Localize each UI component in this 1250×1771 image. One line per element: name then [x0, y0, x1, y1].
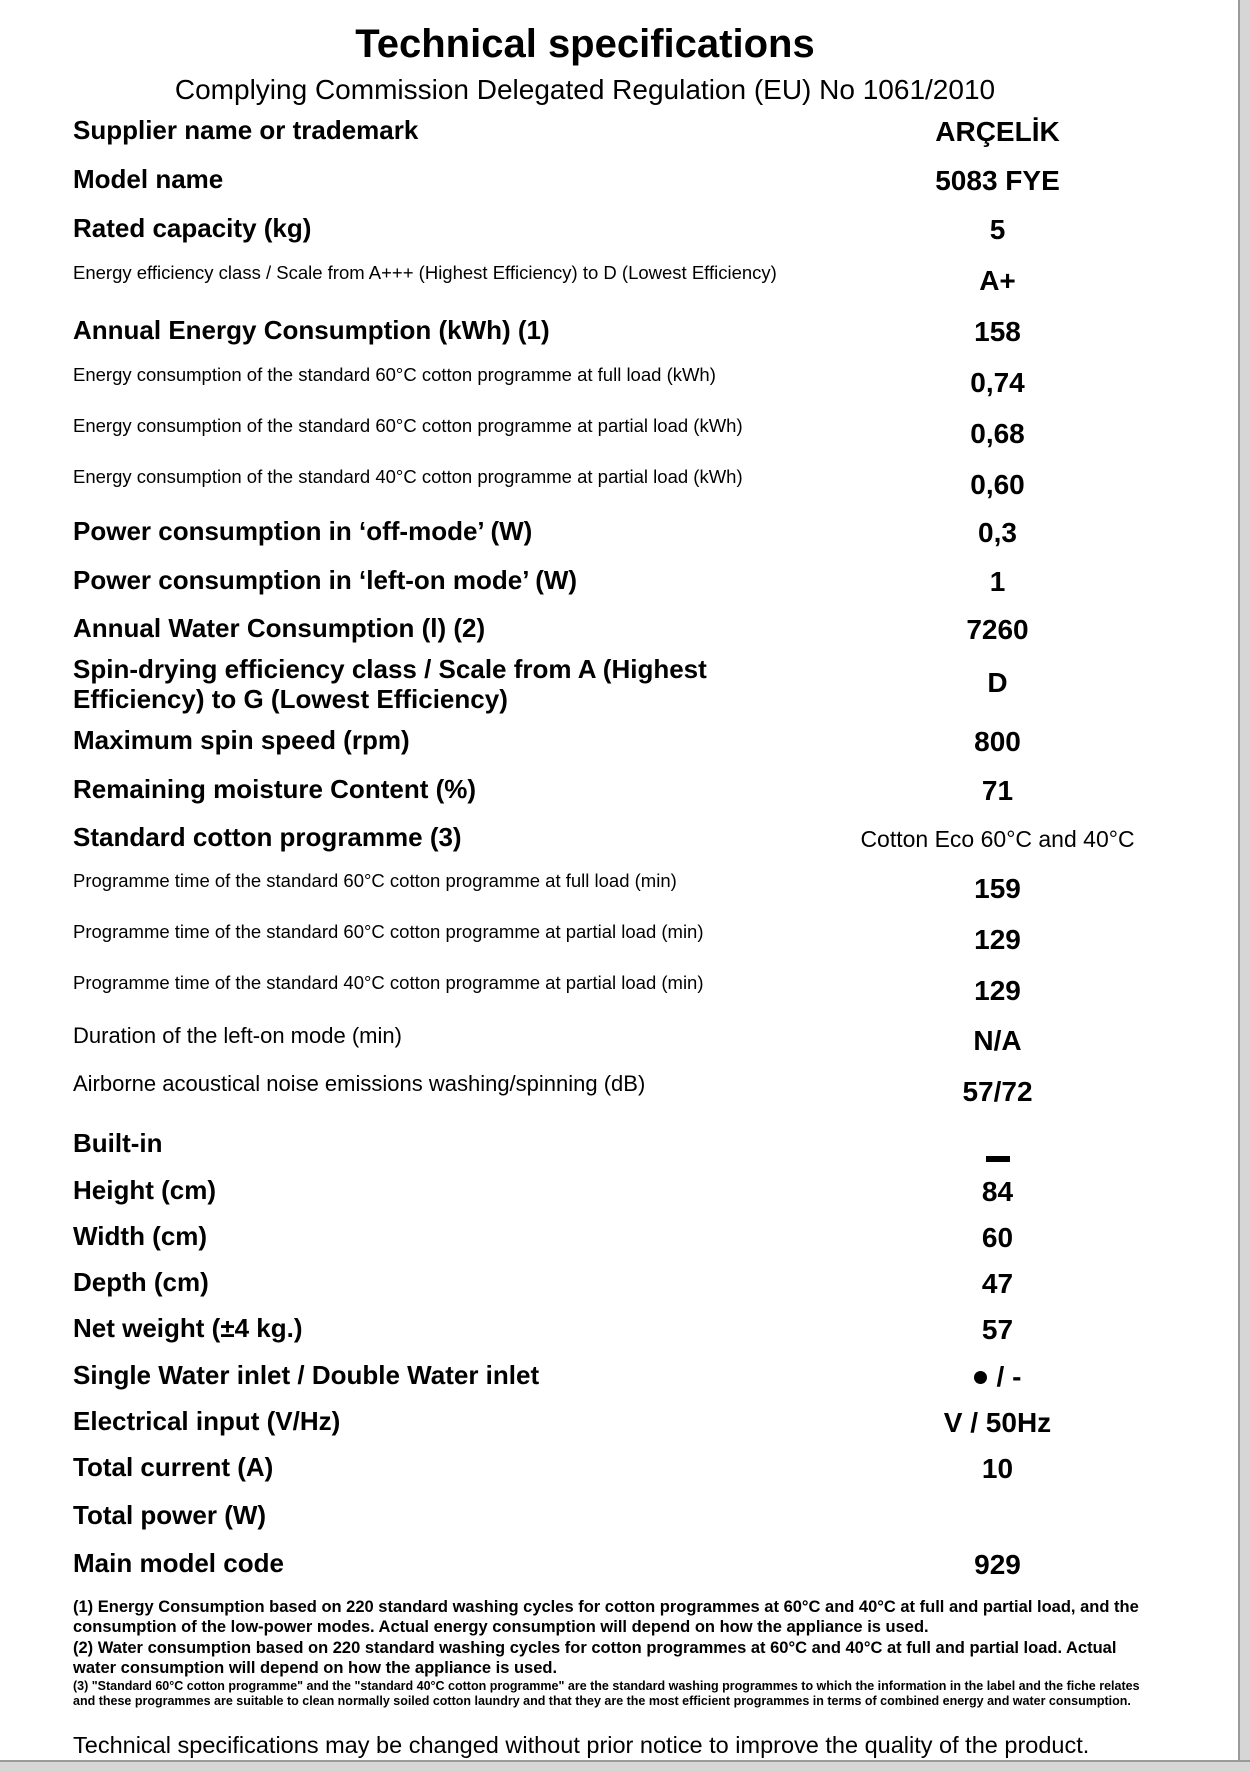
spec-value: Cotton Eco 60°C and 40°C [860, 826, 1135, 852]
spec-label: Total current (A) [73, 1452, 274, 1482]
spec-value: 0,74 [970, 367, 1025, 398]
spec-value: 0,3 [978, 517, 1017, 548]
spec-label: Programme time of the standard 40°C cotton programme at partial load (min) [73, 972, 704, 993]
spec-label: Energy consumption of the standard 40°C cotton programme at partial load (kWh) [73, 466, 743, 487]
footnote-3: (3) "Standard 60°C cotton programme" and the "standard 40°C cotton programme" are the standard washing programmes to which the information in the label and the fiche relates and these programmes are suitable to clean normally soiled cotton laundry and that they are the most efficient programmes in terms of combined energy and water consumption. [73, 1679, 1140, 1708]
spec-label: Duration of the left-on mode (min) [73, 1023, 402, 1048]
spec-label: Airborne acoustical noise emissions washing/spinning (dB) [73, 1071, 646, 1096]
spec-value: ARÇELİK [935, 116, 1060, 147]
spec-label: Built-in [73, 1128, 163, 1158]
spec-label: Spin-drying efficiency class / Scale from A (Highest Efficiency) to G (Lowest Efficiency) [73, 654, 707, 714]
spec-label: Power consumption in ‘off-mode’ (W) [73, 516, 533, 546]
footnote-2: (2) Water consumption based on 220 standard washing cycles for cotton programmes at 60°C and 40°C at full and partial load. Actual water consumption will depend on how the appliance is used. [73, 1639, 1117, 1677]
dash-mark [986, 1156, 1010, 1162]
spec-label: Rated capacity (kg) [73, 213, 312, 243]
spec-value: 158 [974, 316, 1021, 347]
page-title: Technical specifications [355, 22, 815, 66]
spec-value: N/A [973, 1025, 1022, 1056]
spec-label: Width (cm) [73, 1221, 208, 1251]
spec-label: Energy consumption of the standard 60°C cotton programme at partial load (kWh) [73, 415, 743, 436]
spec-label: Programme time of the standard 60°C cotton programme at partial load (min) [73, 921, 704, 942]
spec-value: V / 50Hz [943, 1407, 1052, 1438]
bullet-icon [974, 1371, 987, 1384]
spec-value: 71 [981, 775, 1014, 806]
spec-value: 159 [974, 873, 1021, 904]
spec-label: Standard cotton programme (3) [73, 822, 462, 852]
spec-value: 1 [989, 566, 1006, 597]
spec-label: Annual Water Consumption (l) (2) [73, 613, 486, 643]
spec-label: Maximum spin speed (rpm) [73, 725, 410, 755]
spec-value [820, 1140, 1175, 1174]
spec-label: Depth (cm) [73, 1267, 209, 1297]
spec-label: Energy efficiency class / Scale from A+++ (Highest Efficiency) to D (Lowest Efficiency) [73, 262, 777, 283]
spec-value: 57 [981, 1314, 1014, 1345]
spec-value: 10 [981, 1453, 1014, 1484]
spec-value: 0,60 [970, 469, 1025, 500]
spec-label: Energy consumption of the standard 60°C cotton programme at full load (kWh) [73, 364, 716, 385]
spec-value: 800 [974, 726, 1021, 757]
spec-label: Model name [73, 164, 224, 194]
disclaimer-text: Technical specifications may be changed without prior notice to improve the quality of the product. [73, 1732, 1090, 1758]
spec-label: Main model code [73, 1548, 284, 1578]
spec-value: 929 [974, 1549, 1021, 1580]
spec-value: / - [820, 1360, 1175, 1394]
spec-label: Power consumption in ‘left-on mode’ (W) [73, 565, 578, 595]
spec-label: Electrical input (V/Hz) [73, 1406, 341, 1436]
spec-value: 5 [989, 214, 1006, 245]
spec-value: 129 [974, 975, 1021, 1006]
spec-value: 84 [981, 1176, 1014, 1207]
spec-label: Programme time of the standard 60°C cotton programme at full load (min) [73, 870, 677, 891]
spec-value: 60 [981, 1222, 1014, 1253]
spec-value: 47 [981, 1268, 1014, 1299]
spec-value: 57/72 [962, 1076, 1033, 1107]
spec-value: 129 [974, 924, 1021, 955]
spec-value: 5083 FYE [935, 165, 1060, 196]
page-frame-right [1238, 0, 1250, 1771]
spec-label: Supplier name or trademark [73, 115, 419, 145]
spec-label: Height (cm) [73, 1175, 216, 1205]
spec-label: Net weight (±4 kg.) [73, 1313, 303, 1343]
spec-value: 0,68 [970, 418, 1025, 449]
spec-value: 7260 [966, 614, 1029, 645]
footnote-1: (1) Energy Consumption based on 220 standard washing cycles for cotton programmes at 60°C and 40°C at full and partial load, and the consumption of the low-power modes. Actual energy consumption will depend on how the appliance is used. [73, 1598, 1139, 1636]
page-subtitle: Complying Commission Delegated Regulation (EU) No 1061/2010 [174, 74, 996, 105]
spec-value: A+ [979, 265, 1016, 296]
spec-label: Single Water inlet / Double Water inlet [73, 1360, 540, 1390]
spec-label: Remaining moisture Content (%) [73, 774, 477, 804]
spec-value: D [987, 667, 1008, 698]
spec-label: Annual Energy Consumption (kWh) (1) [73, 315, 550, 345]
page-frame-bottom [0, 1760, 1250, 1771]
spec-label: Total power (W) [73, 1500, 267, 1530]
